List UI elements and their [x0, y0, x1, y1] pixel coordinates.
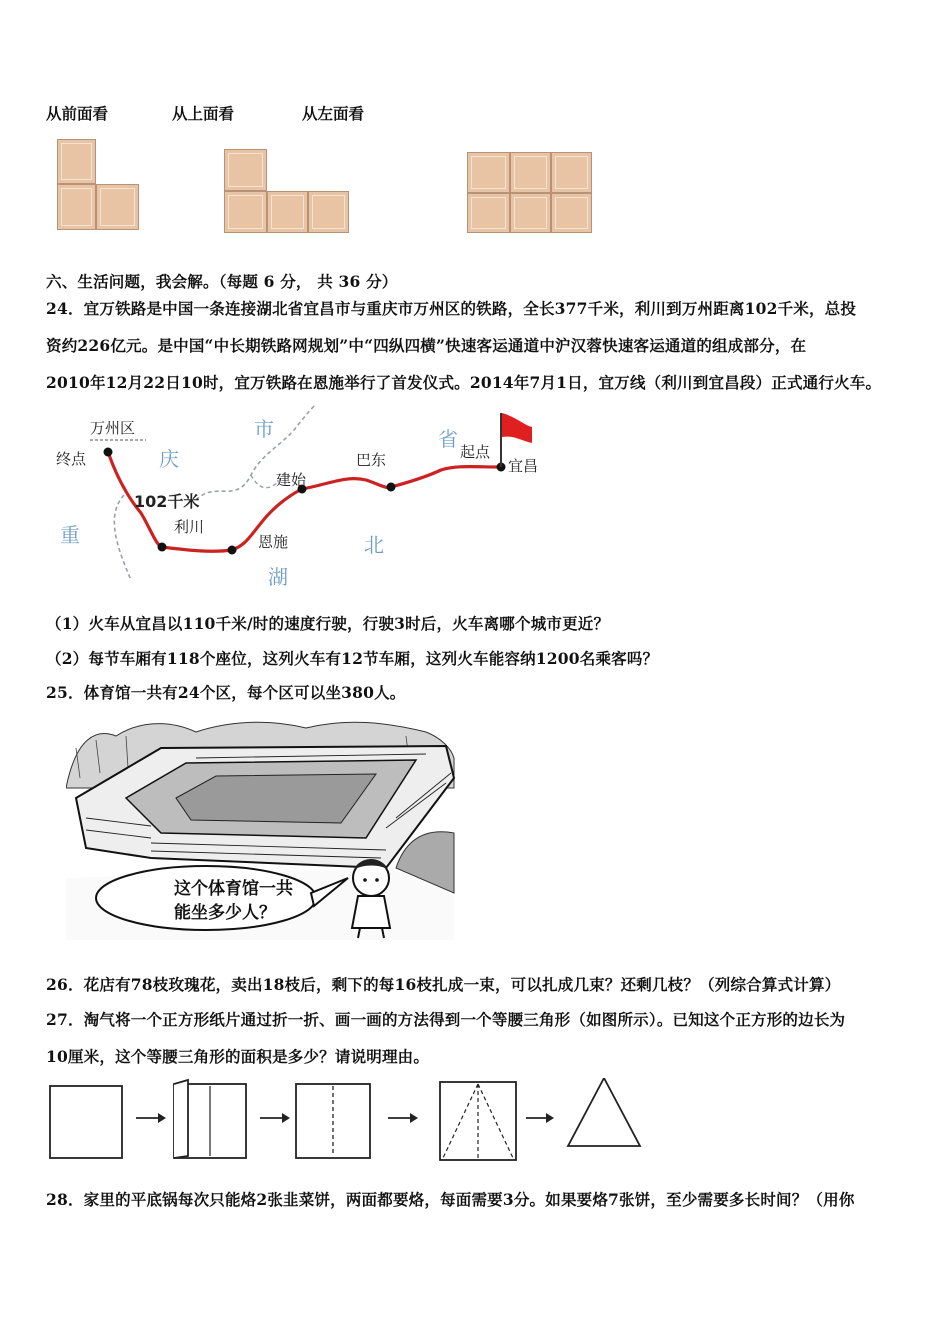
map-label-end-point: 终点: [56, 450, 87, 468]
map-province-char: 重: [60, 523, 80, 547]
section-heading: 六、生活问题，我会解。（每题 6 分， 共 36 分）: [46, 272, 398, 291]
q24-line2: 资约226亿元。是中国“中长期铁路网规划”中“四纵四横”快速客运通道中沪汉蓉快速客运通道的组成部分，在: [46, 336, 807, 355]
view-label-top: 从上面看: [172, 104, 235, 123]
folding-diagram: [46, 1078, 646, 1164]
q26-text: 26．花店有78枝玫瑰花，卖出18枝后，剩下的每16枝扎成一束，可以扎成几束？还剩几枝？（列综合算式计算）: [46, 975, 841, 994]
map-province-char: 湖: [268, 565, 288, 589]
bubble-line2: 能坐多少人？: [174, 903, 276, 923]
map-label-lichuan: 利川: [174, 518, 205, 536]
map-province-char: 庆: [159, 447, 179, 471]
map-label-badong: 巴东: [356, 451, 387, 469]
railway-map: [46, 405, 546, 590]
q25-text: 25．体育馆一共有24个区，每个区可以坐380人。: [46, 683, 406, 702]
map-label-jianshi: 建始: [276, 471, 307, 489]
map-province-char: 市: [254, 417, 274, 441]
q24-line1: 24．宜万铁路是中国一条连接湖北省宜昌市与重庆市万州区的铁路，全长377千米，利川到万州距离102千米，总投: [46, 299, 857, 318]
map-label-yichang: 宜昌: [508, 457, 539, 475]
map-label-enshi: 恩施: [258, 533, 289, 551]
q27-line2: 10厘米，这个等腰三角形的面积是多少？请说明理由。: [46, 1047, 430, 1066]
q27-line1: 27．淘气将一个正方形纸片通过折一折、画一画的方法得到一个等腰三角形（如图所示）。已知这个正方形的边长为: [46, 1010, 846, 1029]
map-label-start-point: 起点: [460, 443, 491, 461]
q24-sub1: （1）火车从宜昌以110千米/时的速度行驶，行驶3时后，火车离哪个城市更近？: [46, 614, 610, 633]
stadium-illustration: [66, 718, 456, 940]
q24-line3: 2010年12月22日10时，宜万铁路在恩施举行了首发仪式。2014年7月1日，宜万线（利川到宜昌段）正式通行火车。: [46, 373, 882, 392]
q28-text: 28．家里的平底锅每次只能烙2张韭菜饼，两面都要烙，每面需要3分。如果要烙7张饼，至少需要多长时间？（用你: [46, 1190, 855, 1209]
map-province-char: 省: [438, 427, 458, 451]
view-label-left: 从左面看: [302, 104, 365, 123]
bubble-line1: 这个体育馆一共: [174, 879, 293, 899]
map-province-char: 北: [364, 533, 384, 557]
map-label-distance: 102千米: [134, 492, 200, 511]
map-label-wanzhou: 万州区: [90, 419, 136, 437]
q24-sub2: （2）每节车厢有118个座位，这列火车有12节车厢，这列火车能容纳1200名乘客吗？: [46, 649, 659, 668]
view-label-front: 从前面看: [46, 104, 109, 123]
